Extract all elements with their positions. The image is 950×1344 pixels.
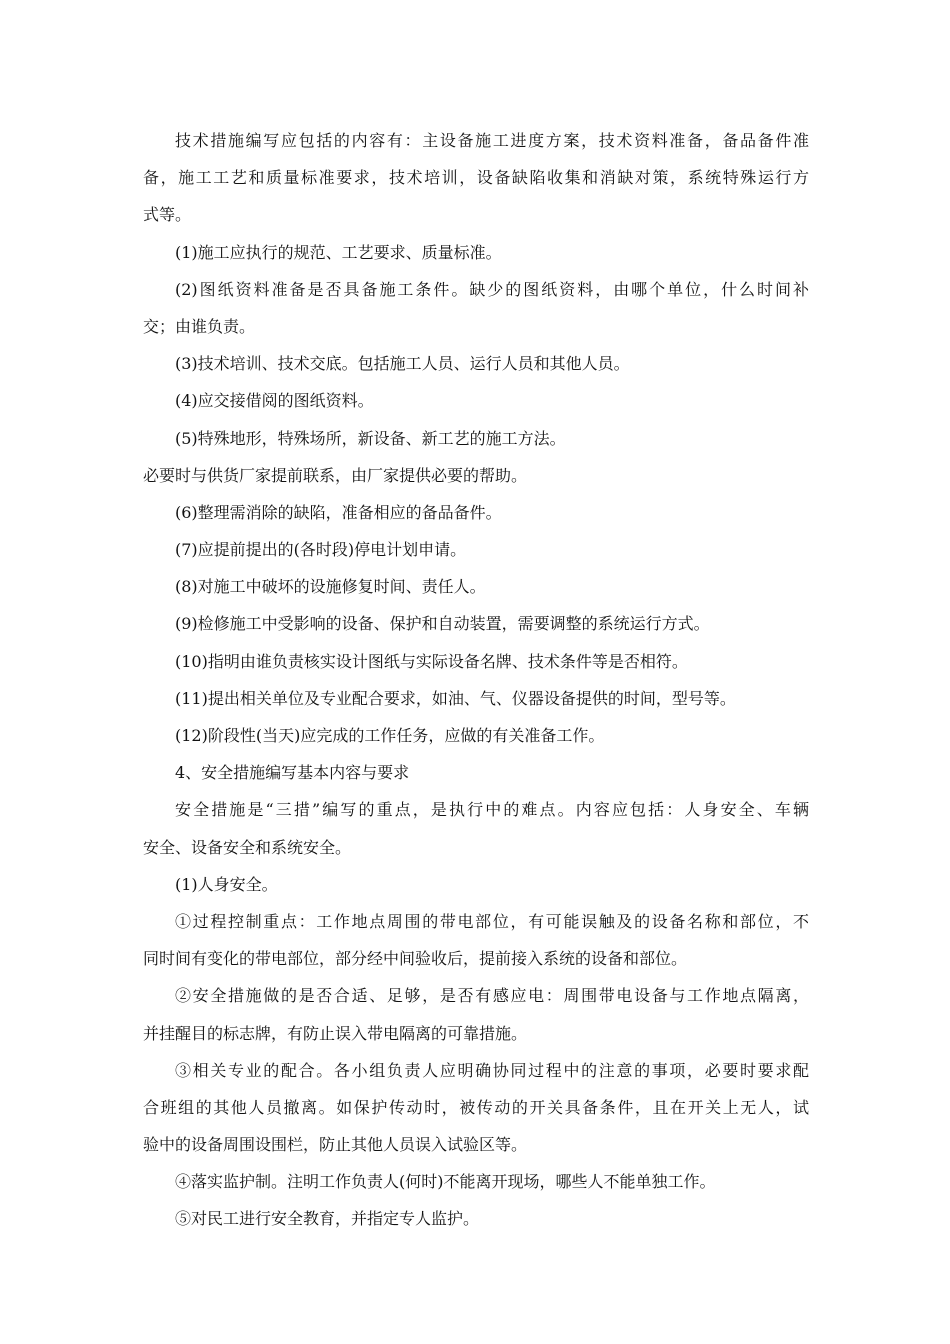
paragraph: [143, 494, 809, 531]
text-line: (2)图纸资料准备是否具备施工条件。缺少的图纸资料，由哪个单位，什么时间补: [175, 279, 809, 299]
text-line: (5)特殊地形，特殊场所，新设备、新工艺的施工方法。: [175, 428, 566, 448]
paragraph: [143, 791, 809, 865]
text-line: 备，施工工艺和质量标准要求，技术培训，设备缺陷收集和消缺对策，系统特殊运行方: [143, 168, 809, 188]
paragraph: [143, 643, 809, 680]
paragraph: [143, 680, 809, 717]
paragraph: [143, 420, 809, 457]
text-line: 同时间有变化的带电部位，部分经中间验收后，提前接入系统的设备和部位。: [143, 949, 688, 969]
text-line: 式等。: [143, 205, 192, 225]
text-line: (10)指明由谁负责核实设计图纸与实际设备名牌、技术条件等是否相符。: [175, 651, 688, 671]
text-line: (7)应提前提出的(各时段)停电计划申请。: [175, 540, 467, 560]
paragraph: [143, 1163, 809, 1200]
text-line: ②安全措施做的是否合适、足够，是否有感应电：周围带电设备与工作地点隔离，: [175, 986, 809, 1006]
paragraph: [143, 382, 809, 419]
text-line: 必要时与供货厂家提前联系，由厂家提供必要的帮助。: [143, 465, 528, 485]
text-line: ①过程控制重点：工作地点周围的带电部位，有可能误触及的设备名称和部位，不: [175, 911, 809, 931]
text-line: ⑤对民工进行安全教育，并指定专人监护。: [175, 1209, 480, 1229]
paragraph: [143, 717, 809, 754]
paragraph: [143, 234, 809, 271]
text-line: 技术措施编写应包括的内容有：主设备施工进度方案，技术资料准备，备品备件准: [175, 131, 809, 150]
text-line: (12)阶段性(当天)应完成的工作任务，应做的有关准备工作。: [175, 726, 605, 745]
text-line: (8)对施工中破坏的设施修复时间、责任人。: [175, 577, 486, 597]
paragraph: [143, 345, 809, 382]
paragraph: [143, 754, 809, 791]
text-line: (6)整理需消除的缺陷，准备相应的备品备件。: [175, 502, 502, 522]
text-line: 安全措施是“三措”编写的重点，是执行中的难点。内容应包括：人身安全、车辆: [175, 800, 809, 820]
text-line: 交；由谁负责。: [143, 316, 256, 336]
text-line: 4、安全措施编写基本内容与要求: [175, 763, 410, 783]
paragraph: [143, 531, 809, 568]
text-line: (1)人身安全。: [175, 874, 278, 894]
text-line: ④落实监护制。注明工作负责人(何时)不能离开现场，哪些人不能单独工作。: [175, 1172, 716, 1192]
paragraph: [143, 568, 809, 605]
text-line: 合班组的其他人员撤离。如保护传动时，被传动的开关具备条件，且在开关上无人，试: [143, 1097, 809, 1117]
text-line: 验中的设备周围设围栏，防止其他人员误入试验区等。: [143, 1135, 528, 1155]
document-body: [143, 122, 809, 1238]
text-line: ③相关专业的配合。各小组负责人应明确协同过程中的注意的事项，必要时要求配: [175, 1060, 809, 1080]
paragraph: [143, 1052, 809, 1164]
paragraph: [143, 903, 809, 977]
text-line: 并挂醒目的标志牌，有防止误入带电隔离的可靠措施。: [143, 1023, 528, 1043]
text-line: (4)应交接借阅的图纸资料。: [175, 391, 374, 411]
paragraph: [143, 271, 809, 345]
paragraph: [143, 866, 809, 903]
paragraph: [143, 605, 809, 642]
text-line: (3)技术培训、技术交底。包括施工人员、运行人员和其他人员。: [175, 354, 630, 374]
text-line: 安全、设备安全和系统安全。: [143, 837, 352, 857]
paragraph: [143, 122, 809, 234]
paragraph: [143, 977, 809, 1051]
paragraph: [143, 457, 809, 494]
paragraph: [143, 1200, 809, 1237]
text-line: (11)提出相关单位及专业配合要求，如油、气、仪器设备提供的时间，型号等。: [175, 688, 736, 708]
text-line: (1)施工应执行的规范、工艺要求、质量标准。: [175, 242, 502, 262]
text-line: (9)检修施工中受影响的设备、保护和自动装置，需要调整的系统运行方式。: [175, 614, 710, 634]
